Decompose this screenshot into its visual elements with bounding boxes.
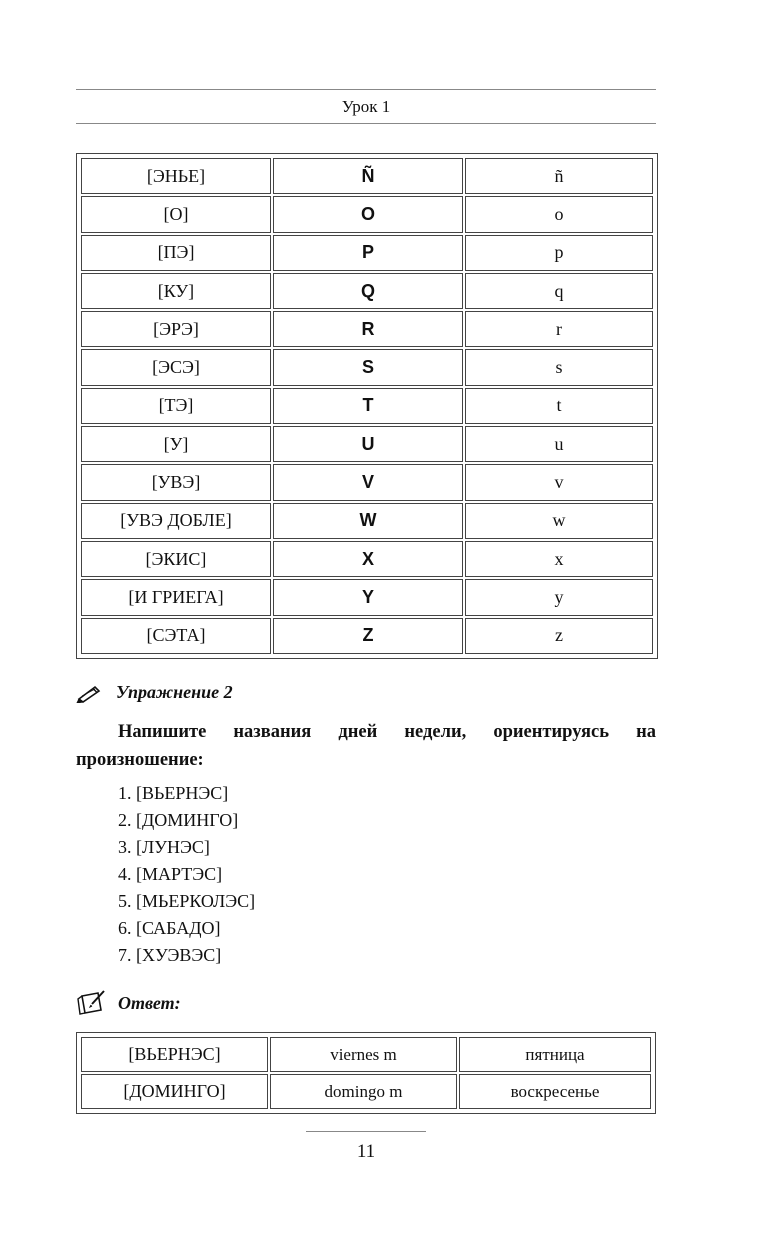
table-row bbox=[81, 1037, 651, 1072]
pronunciation-cell: [ВЬЕРНЭС] bbox=[81, 1037, 268, 1072]
table-row bbox=[81, 541, 653, 577]
uppercase-letter-cell: V bbox=[273, 464, 463, 500]
lowercase-letter-cell: r bbox=[465, 311, 653, 347]
pronunciation-cell: [У] bbox=[81, 426, 271, 462]
header-rule-top bbox=[76, 89, 656, 90]
table-row bbox=[81, 196, 653, 232]
footer-rule bbox=[306, 1131, 426, 1132]
uppercase-letter-cell: S bbox=[273, 349, 463, 385]
uppercase-letter-cell: Ñ bbox=[273, 158, 463, 194]
exercise-instruction: Напишите названия дней недели, ориентируясь на произношение: bbox=[76, 722, 656, 770]
lowercase-letter-cell: ñ bbox=[465, 158, 653, 194]
pronunciation-cell: [О] bbox=[81, 196, 271, 232]
pronunciation-cell: [ЭНЬЕ] bbox=[81, 158, 271, 194]
pronunciation-cell: [УВЭ ДОБЛЕ] bbox=[81, 503, 271, 539]
lowercase-letter-cell: x bbox=[465, 541, 653, 577]
uppercase-letter-cell: X bbox=[273, 541, 463, 577]
uppercase-letter-cell: R bbox=[273, 311, 463, 347]
uppercase-letter-cell: W bbox=[273, 503, 463, 539]
table-row bbox=[81, 311, 653, 347]
pronunciation-cell: [СЭТА] bbox=[81, 618, 271, 654]
table-row bbox=[81, 1074, 651, 1109]
pronunciation-cell: [КУ] bbox=[81, 273, 271, 309]
exercise-heading bbox=[76, 682, 233, 703]
lowercase-letter-cell: v bbox=[465, 464, 653, 500]
lowercase-letter-cell: u bbox=[465, 426, 653, 462]
uppercase-letter-cell: T bbox=[273, 388, 463, 424]
list-item: 2. [ДОМИНГО] bbox=[118, 810, 239, 830]
table-row bbox=[81, 426, 653, 462]
uppercase-letter-cell: Z bbox=[273, 618, 463, 654]
uppercase-letter-cell: Y bbox=[273, 579, 463, 615]
list-item: 6. [САБАДО] bbox=[118, 918, 221, 938]
uppercase-letter-cell: P bbox=[273, 235, 463, 271]
answer-heading bbox=[76, 990, 181, 1016]
notepad-icon bbox=[76, 990, 106, 1016]
spanish-word-cell: domingo m bbox=[270, 1074, 457, 1109]
table-row bbox=[81, 388, 653, 424]
pronunciation-cell: [ДОМИНГО] bbox=[81, 1074, 268, 1109]
lowercase-letter-cell: p bbox=[465, 235, 653, 271]
russian-translation-cell: воскресенье bbox=[459, 1074, 651, 1109]
uppercase-letter-cell: O bbox=[273, 196, 463, 232]
list-item: 7. [ХУЭВЭС] bbox=[118, 945, 222, 965]
header-rule-bottom bbox=[76, 123, 656, 124]
exercise-title: Упражнение 2 bbox=[116, 682, 233, 702]
pronunciation-cell: [ЭСЭ] bbox=[81, 349, 271, 385]
table-row bbox=[81, 618, 653, 654]
pronunciation-cell: [ПЭ] bbox=[81, 235, 271, 271]
answer-table bbox=[76, 1032, 656, 1114]
russian-translation-cell: пятница bbox=[459, 1037, 651, 1072]
lowercase-letter-cell: y bbox=[465, 579, 653, 615]
page-header-title: Урок 1 bbox=[341, 97, 391, 116]
table-row bbox=[81, 349, 653, 385]
pronunciation-cell: [ТЭ] bbox=[81, 388, 271, 424]
spanish-word-cell: viernes m bbox=[270, 1037, 457, 1072]
table-row bbox=[81, 158, 653, 194]
pronunciation-cell: [ЭКИС] bbox=[81, 541, 271, 577]
table-row bbox=[81, 235, 653, 271]
answer-title: Ответ: bbox=[118, 992, 181, 1013]
table-row bbox=[81, 273, 653, 309]
table-row bbox=[81, 503, 653, 539]
pronunciation-cell: [УВЭ] bbox=[81, 464, 271, 500]
list-item: 5. [МЬЕРКОЛЭС] bbox=[118, 891, 256, 911]
exercise-list bbox=[118, 780, 255, 969]
table-row bbox=[81, 464, 653, 500]
page-number: 11 bbox=[356, 1141, 376, 1162]
list-item: 1. [ВЬЕРНЭС] bbox=[118, 783, 229, 803]
pronunciation-cell: [И ГРИЕГА] bbox=[81, 579, 271, 615]
uppercase-letter-cell: U bbox=[273, 426, 463, 462]
list-item: 3. [ЛУНЭС] bbox=[118, 837, 210, 857]
alphabet-table bbox=[76, 153, 658, 659]
lowercase-letter-cell: w bbox=[465, 503, 653, 539]
lowercase-letter-cell: s bbox=[465, 349, 653, 385]
pronunciation-cell: [ЭРЭ] bbox=[81, 311, 271, 347]
lowercase-letter-cell: o bbox=[465, 196, 653, 232]
list-item: 4. [МАРТЭС] bbox=[118, 864, 223, 884]
lowercase-letter-cell: q bbox=[465, 273, 653, 309]
lowercase-letter-cell: t bbox=[465, 388, 653, 424]
lowercase-letter-cell: z bbox=[465, 618, 653, 654]
pencil-icon bbox=[76, 683, 102, 703]
table-row bbox=[81, 579, 653, 615]
uppercase-letter-cell: Q bbox=[273, 273, 463, 309]
